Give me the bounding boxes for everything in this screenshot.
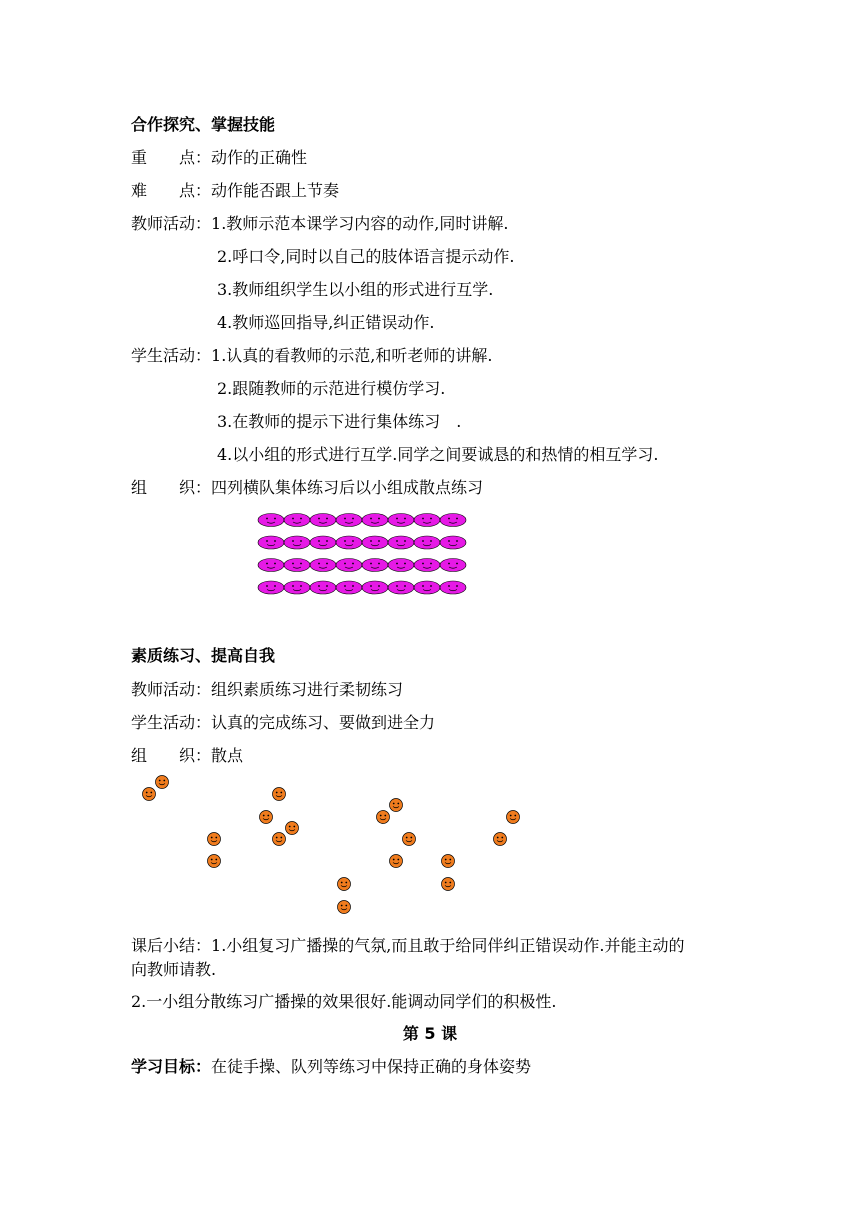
formation-student-icon [284, 559, 310, 572]
difficulty-label: 难 点： [131, 181, 212, 200]
section2-student-line [131, 713, 435, 733]
learning-goal-label: 学习目标： [131, 1057, 212, 1076]
section2-org-text: 散点 [211, 746, 244, 765]
scatter-student-icon [442, 855, 455, 868]
formation-student-icon [362, 559, 388, 572]
section2-student-text: 认真的完成练习、要做到进全力 [211, 713, 436, 732]
formation-diagram [258, 510, 473, 600]
section1-heading: 合作探究、掌握技能 [131, 115, 276, 134]
formation-student-icon [440, 559, 466, 572]
teacher-activity-label: 教师活动： [131, 214, 212, 233]
scatter-student-icon [403, 833, 416, 846]
student-item-1: 1.认真的看教师的示范,和听老师的讲解. [211, 346, 493, 365]
scatter-student-icon [208, 855, 221, 868]
section2-org-line [131, 746, 243, 766]
formation-student-icon [362, 536, 388, 549]
scatter-student-icon [273, 788, 286, 801]
formation-student-icon [362, 581, 388, 594]
lesson-title: 第 5 课 [402, 1024, 458, 1043]
formation-student-icon [336, 514, 362, 527]
student-activity-line [131, 346, 492, 366]
section2-heading: 素质练习、提高自我 [131, 646, 276, 665]
student-activity-label: 学生活动： [131, 346, 212, 365]
key-point-label: 重 点： [131, 148, 212, 167]
formation-student-icon [258, 581, 284, 594]
learning-goal-text: 在徒手操、队列等练习中保持正确的身体姿势 [211, 1057, 532, 1076]
scatter-student-icon [273, 833, 286, 846]
key-point-text: 动作的正确性 [211, 148, 308, 167]
scatter-diagram [0, 770, 860, 920]
scatter-student-icon [156, 776, 169, 789]
formation-student-icon [310, 581, 336, 594]
summary-text-1: 1.小组复习广播操的气氛,而且敢于给同伴纠正错误动作.并能主动的 [211, 936, 685, 955]
scatter-student-icon [338, 878, 351, 891]
summary-line-3: 2.一小组分散练习广播操的效果很好.能调动同学们的积极性. [131, 992, 557, 1011]
formation-student-icon [440, 536, 466, 549]
formation-student-icon [388, 581, 414, 594]
formation-student-icon [310, 514, 336, 527]
student-item-4: 4.以小组的形式进行互学.同学之间要诚恳的和热情的相互学习. [217, 445, 659, 464]
scatter-student-icon [390, 799, 403, 812]
section2-org-label: 组 织： [131, 746, 212, 765]
formation-student-icon [258, 559, 284, 572]
section2-student-label: 学生活动： [131, 713, 212, 732]
summary-line-2: 向教师请教. [131, 960, 217, 979]
teacher-item-2: 2.呼口令,同时以自己的肢体语言提示动作. [217, 247, 515, 266]
section2-teacher-text: 组织素质练习进行柔韧练习 [211, 680, 404, 699]
formation-student-icon [414, 514, 440, 527]
scatter-student-icon [286, 822, 299, 835]
student-item-3: 3.在教师的提示下进行集体练习 . [217, 412, 462, 431]
scatter-student-icon [260, 811, 273, 824]
formation-student-icon [336, 536, 362, 549]
formation-student-icon [258, 514, 284, 527]
formation-student-icon [388, 559, 414, 572]
section2-teacher-line [131, 680, 403, 700]
difficulty-line [131, 181, 339, 201]
formation-student-icon [310, 536, 336, 549]
scatter-student-icon [507, 811, 520, 824]
teacher-activity-line [131, 214, 508, 234]
summary-line-1 [131, 936, 684, 956]
formation-student-icon [284, 581, 310, 594]
learning-goal-line [131, 1057, 531, 1077]
formation-student-icon [440, 514, 466, 527]
student-item-2: 2.跟随教师的示范进行模仿学习. [217, 379, 446, 398]
formation-student-icon [414, 536, 440, 549]
formation-student-icon [362, 514, 388, 527]
scatter-student-icon [390, 855, 403, 868]
scatter-student-icon [208, 833, 221, 846]
scatter-student-icon [494, 833, 507, 846]
formation-student-icon [388, 514, 414, 527]
formation-student-icon [284, 514, 310, 527]
organization-line [131, 478, 483, 498]
scatter-student-icon [442, 878, 455, 891]
teacher-item-4: 4.教师巡回指导,纠正错误动作. [217, 313, 435, 332]
difficulty-text: 动作能否跟上节奏 [211, 181, 340, 200]
formation-student-icon [414, 581, 440, 594]
section2-teacher-label: 教师活动： [131, 680, 212, 699]
scatter-student-icon [143, 788, 156, 801]
organization-label: 组 织： [131, 478, 212, 497]
formation-student-icon [284, 536, 310, 549]
formation-student-icon [414, 559, 440, 572]
teacher-item-3: 3.教师组织学生以小组的形式进行互学. [217, 280, 494, 299]
formation-student-icon [336, 581, 362, 594]
formation-student-icon [388, 536, 414, 549]
scatter-student-icon [377, 811, 390, 824]
summary-label: 课后小结： [131, 936, 212, 955]
formation-student-icon [310, 559, 336, 572]
organization-text: 四列横队集体练习后以小组成散点练习 [211, 478, 484, 497]
formation-student-icon [258, 536, 284, 549]
formation-student-icon [440, 581, 466, 594]
scatter-student-icon [338, 901, 351, 914]
formation-student-icon [336, 559, 362, 572]
teacher-item-1: 1.教师示范本课学习内容的动作,同时讲解. [211, 214, 509, 233]
key-point-line [131, 148, 307, 168]
